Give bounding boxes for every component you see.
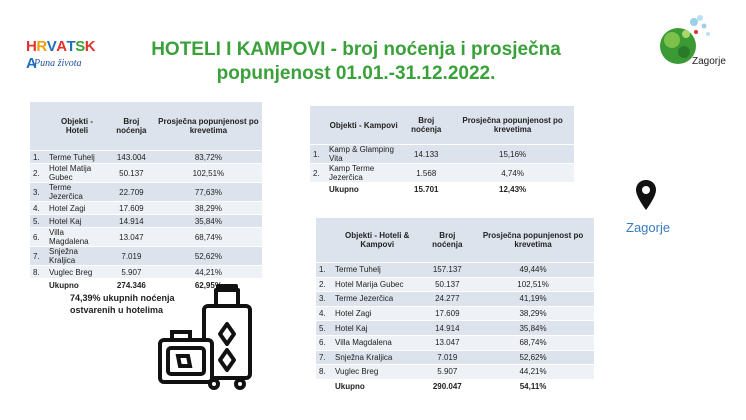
row-object: Hotel Kaj: [46, 215, 108, 228]
zagorje-logo-label: Zagorje: [692, 56, 726, 67]
hotels-share-note: 74,39% ukupnih noćenja ostvarenih u hotelima: [70, 293, 175, 315]
col-occupancy: Prosječna popunjenost po krevetima: [155, 102, 262, 151]
row-index: 8.: [30, 266, 46, 279]
row-occupancy: 83,72%: [155, 151, 262, 164]
row-occupancy: 68,74%: [472, 335, 594, 350]
row-object: Kamp Terme Jezerčica: [326, 164, 401, 183]
logo-tagline: Puna života: [34, 58, 82, 69]
row-nights: 50.137: [108, 164, 155, 183]
logo-letter: S: [75, 38, 85, 55]
row-occupancy: 52,62%: [155, 247, 262, 266]
row-index: 7.: [316, 350, 332, 365]
table-row: [30, 164, 262, 183]
table-row: [316, 365, 594, 380]
col-occupancy: Prosječna popunjenost po krevetima: [451, 106, 574, 145]
table-row: [30, 183, 262, 202]
total-occupancy: 62,95%: [155, 279, 262, 292]
row-occupancy: 44,21%: [155, 266, 262, 279]
row-nights: 5.907: [108, 266, 155, 279]
row-nights: 17.609: [108, 202, 155, 215]
col-index: [316, 218, 332, 263]
table-row: [316, 277, 594, 292]
logo-letter: H: [26, 38, 37, 55]
row-index: 2.: [30, 164, 46, 183]
luggage-icon: [156, 284, 256, 390]
logo-letter: A: [26, 55, 37, 72]
col-index: [30, 102, 46, 151]
row-nights: 50.137: [422, 277, 472, 292]
row-object: Vuglec Breg: [46, 266, 108, 279]
row-nights: 7.019: [108, 247, 155, 266]
row-index: 2.: [310, 164, 326, 183]
row-index: 8.: [316, 365, 332, 380]
table-row: [30, 247, 262, 266]
col-object: Objekti - Kampovi: [326, 106, 401, 145]
row-object: Terme Tuhelj: [46, 151, 108, 164]
total-nights: 290.047: [422, 379, 472, 394]
row-occupancy: 44,21%: [472, 365, 594, 380]
total-index: [30, 279, 46, 292]
table-row: [316, 350, 594, 365]
camps-table: [310, 106, 574, 196]
row-nights: 24.277: [422, 292, 472, 307]
row-object: Hotel Kaj: [332, 321, 422, 336]
table-row: [30, 266, 262, 279]
row-occupancy: 38,29%: [155, 202, 262, 215]
col-object: Objekti - Hoteli & Kampovi: [332, 218, 422, 263]
row-occupancy: 102,51%: [472, 277, 594, 292]
total-index: [310, 183, 326, 196]
table-row: [316, 292, 594, 307]
row-occupancy: 35,84%: [472, 321, 594, 336]
col-object: Objekti - Hoteli: [46, 102, 108, 151]
table-row: [316, 321, 594, 336]
total-row: [310, 183, 574, 196]
row-nights: 7.019: [422, 350, 472, 365]
row-nights: 22.709: [108, 183, 155, 202]
row-index: 6.: [316, 335, 332, 350]
row-object: Snježna Kraljica: [46, 247, 108, 266]
row-object: Vuglec Breg: [332, 365, 422, 380]
col-nights: Broj noćenja: [108, 102, 155, 151]
col-occupancy: Prosječna popunjenost po krevetima: [472, 218, 594, 263]
logo-letter: T: [66, 38, 76, 55]
row-object: Villa Magdalena: [332, 335, 422, 350]
row-nights: 17.609: [422, 306, 472, 321]
row-nights: 5.907: [422, 365, 472, 380]
zagorje-logo: [656, 12, 736, 74]
table-row: [30, 215, 262, 228]
row-object: Hotel Zagi: [46, 202, 108, 215]
table-row: [316, 263, 594, 278]
logo-letter: A: [56, 38, 67, 55]
row-index: 7.: [30, 247, 46, 266]
hrvatska-logo: [26, 38, 100, 74]
row-occupancy: 49,44%: [472, 263, 594, 278]
row-object: Kamp & Glamping Vita: [326, 145, 401, 164]
total-occupancy: 12,43%: [451, 183, 574, 196]
row-nights: 14.133: [401, 145, 451, 164]
row-index: 6.: [30, 228, 46, 247]
row-object: Snježna Kraljica: [332, 350, 422, 365]
logo-letter: R: [36, 38, 47, 55]
table-row: [316, 306, 594, 321]
row-occupancy: 52,62%: [472, 350, 594, 365]
total-label: Ukupno: [332, 379, 422, 394]
row-occupancy: 15,16%: [451, 145, 574, 164]
logo-letter: K: [84, 38, 96, 55]
total-index: [316, 379, 332, 394]
row-index: 5.: [316, 321, 332, 336]
table-row: [316, 335, 594, 350]
total-nights: 274.346: [108, 279, 155, 292]
table-row: [30, 151, 262, 164]
row-nights: 1.568: [401, 164, 451, 183]
row-object: Hotel Marija Gubec: [332, 277, 422, 292]
total-occupancy: 54,11%: [472, 379, 594, 394]
col-nights: Broj noćenja: [401, 106, 451, 145]
row-index: 3.: [316, 292, 332, 307]
logo-letter: V: [46, 38, 57, 55]
table-row: [30, 202, 262, 215]
row-nights: 157.137: [422, 263, 472, 278]
page-title: HOTELI I KAMPOVI - broj noćenja i prosječna popunjenost 01.01.-31.12.2022.: [151, 39, 561, 84]
total-nights: 15.701: [401, 183, 451, 196]
col-nights: Broj noćenja: [422, 218, 472, 263]
row-occupancy: 102,51%: [155, 164, 262, 183]
row-nights: 143.004: [108, 151, 155, 164]
row-occupancy: 35,84%: [155, 215, 262, 228]
row-index: 3.: [30, 183, 46, 202]
row-index: 5.: [30, 215, 46, 228]
row-occupancy: 41,19%: [472, 292, 594, 307]
total-label: Ukupno: [46, 279, 108, 292]
row-occupancy: 4,74%: [451, 164, 574, 183]
row-occupancy: 77,63%: [155, 183, 262, 202]
col-index: [310, 106, 326, 145]
row-index: 4.: [316, 306, 332, 321]
map-pin-label: Zagorje: [626, 220, 671, 235]
row-nights: 13.047: [108, 228, 155, 247]
row-index: 2.: [316, 277, 332, 292]
row-object: Villa Magdalena: [46, 228, 108, 247]
row-object: Hotel Zagi: [332, 306, 422, 321]
table-row: [310, 164, 574, 183]
map-pin-icon: [636, 180, 656, 212]
row-index: 1.: [30, 151, 46, 164]
row-object: Terme Jezerčica: [332, 292, 422, 307]
row-occupancy: 38,29%: [472, 306, 594, 321]
row-object: Terme Jezerčica: [46, 183, 108, 202]
row-index: 1.: [310, 145, 326, 164]
row-nights: 13.047: [422, 335, 472, 350]
table-row: [310, 145, 574, 164]
row-index: 1.: [316, 263, 332, 278]
total-label: Ukupno: [326, 183, 401, 196]
table-row: [30, 228, 262, 247]
hotels-table: [30, 102, 262, 292]
row-index: 4.: [30, 202, 46, 215]
row-nights: 14.914: [108, 215, 155, 228]
row-nights: 14.914: [422, 321, 472, 336]
row-object: Hotel Matija Gubec: [46, 164, 108, 183]
total-row: [316, 379, 594, 394]
row-occupancy: 68,74%: [155, 228, 262, 247]
row-object: Terme Tuhelj: [332, 263, 422, 278]
combined-table: [316, 218, 594, 394]
